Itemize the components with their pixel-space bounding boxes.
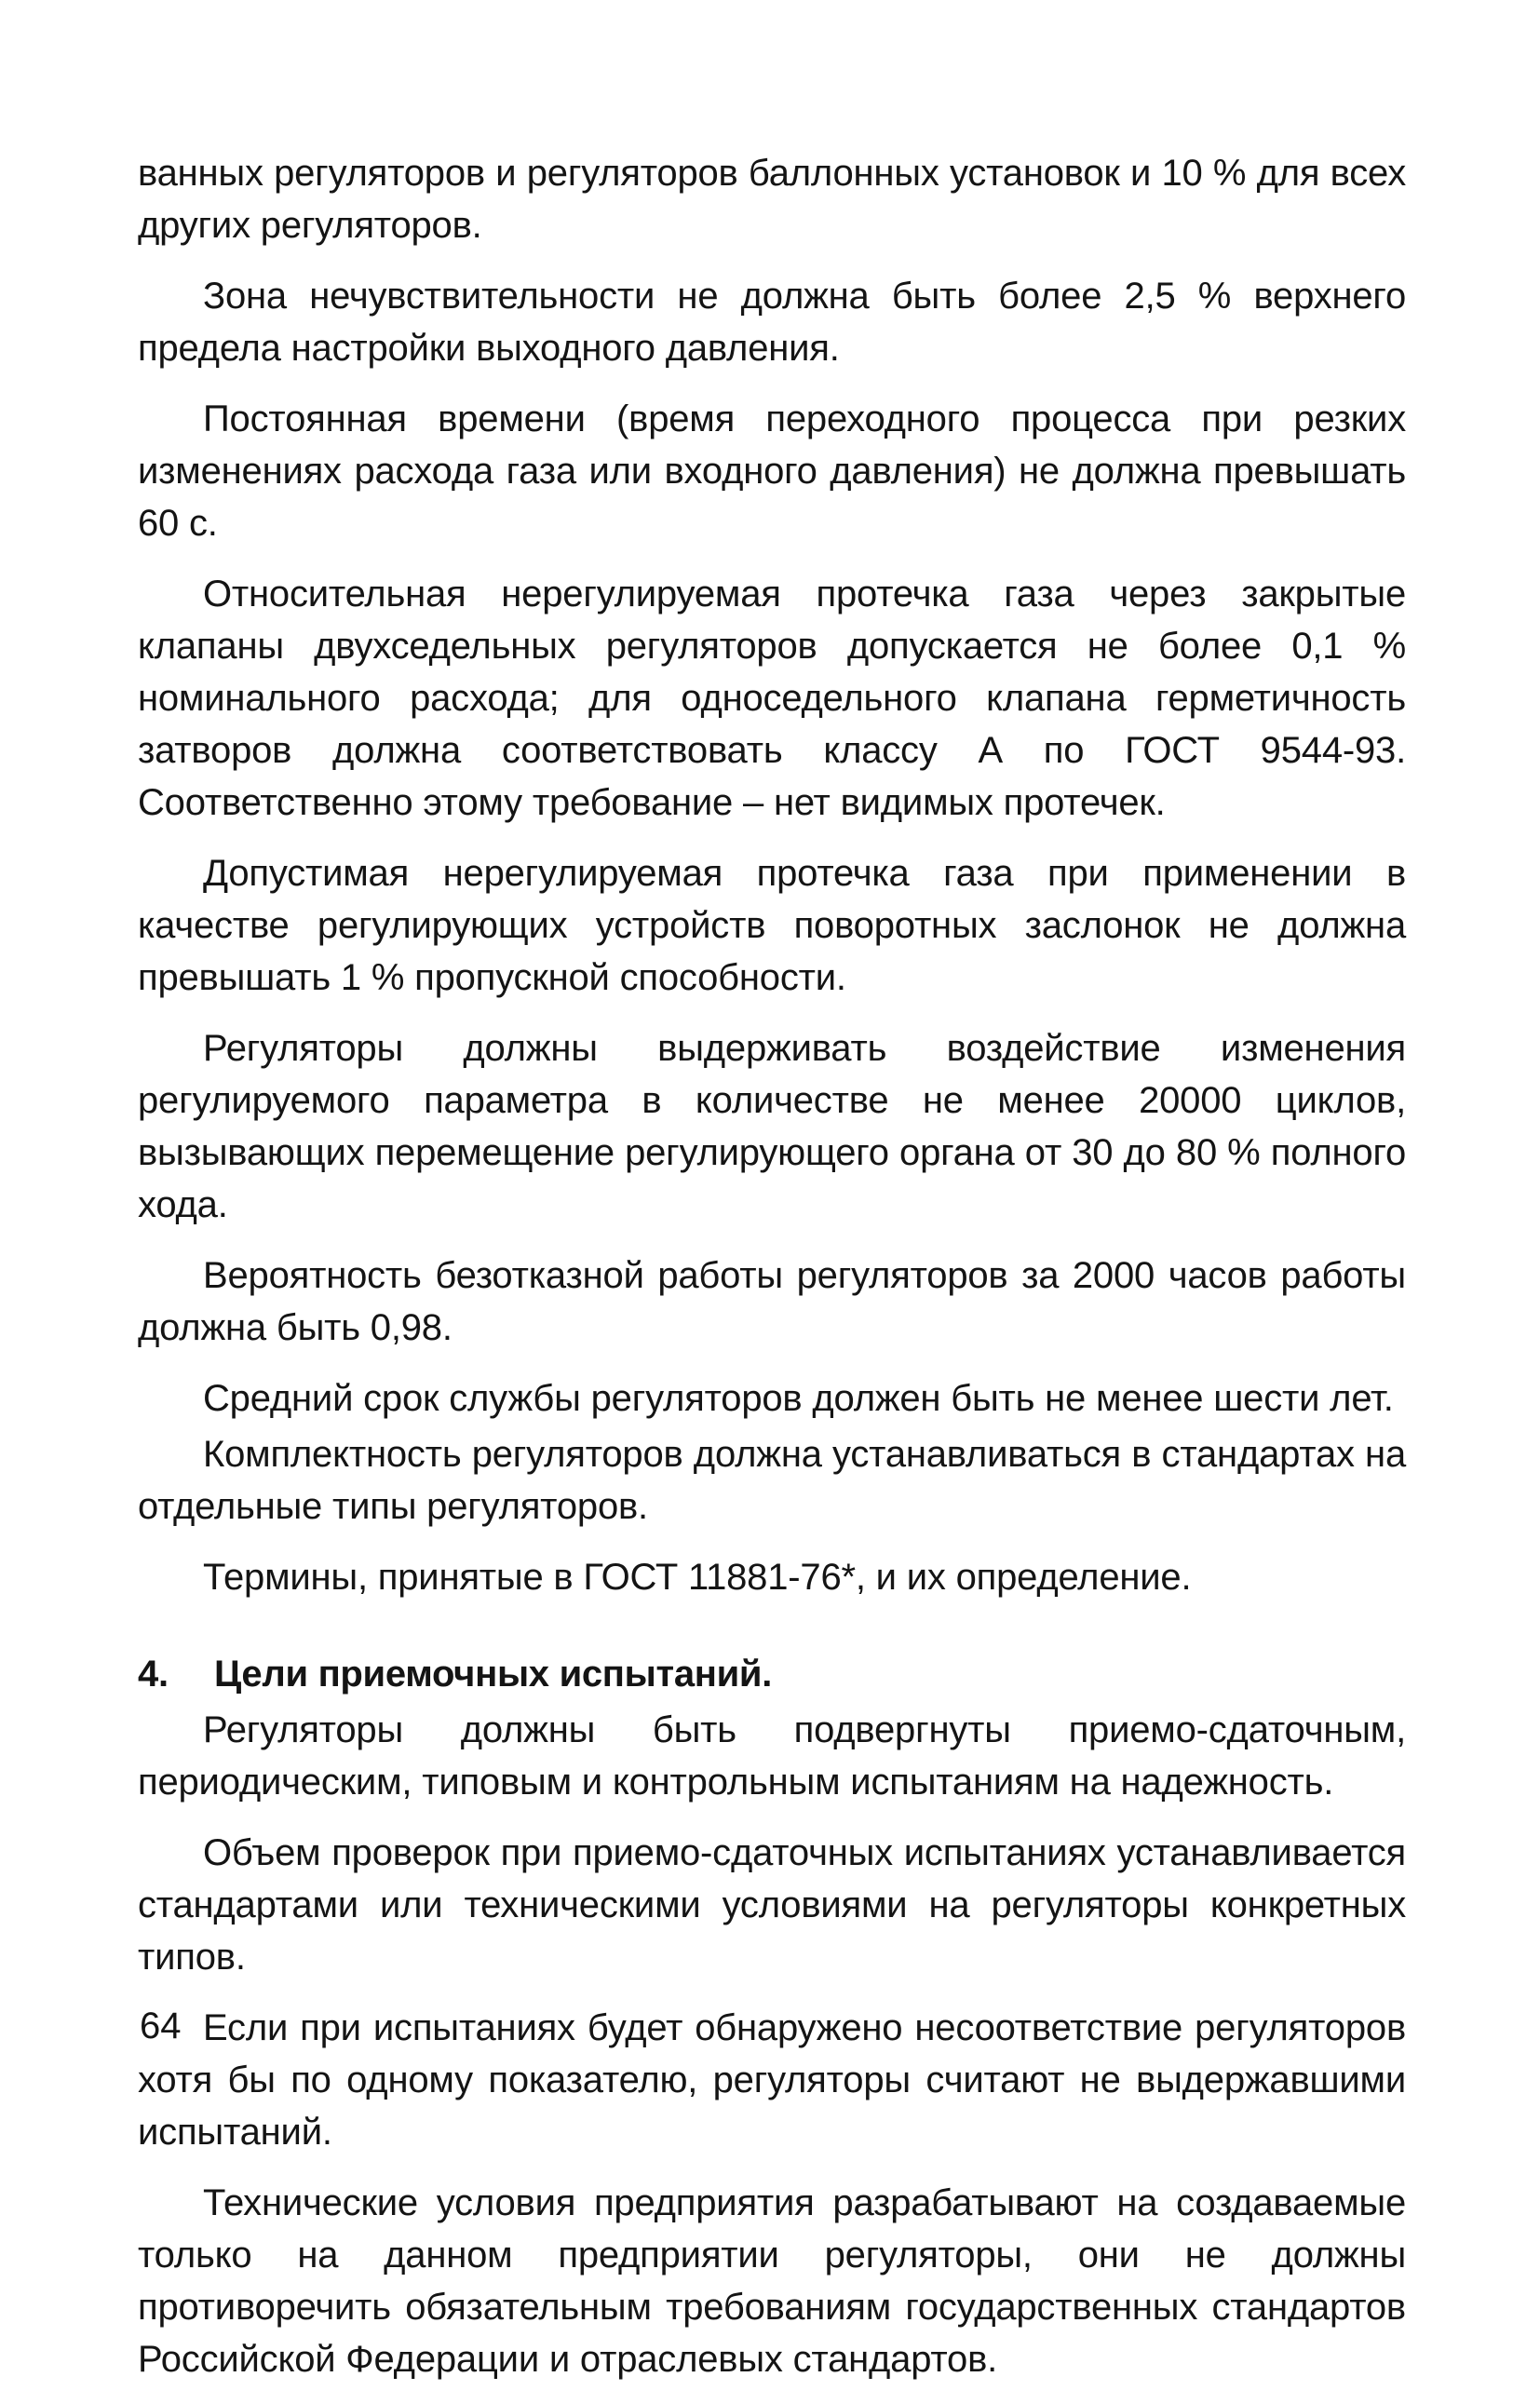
paragraph-nonconformity: Если при испытаниях будет обнаружено несоответствие регуляторов хотя бы по одному показателю, регуляторы считают не выдержавшими испытаний.	[138, 2007, 1406, 2153]
paragraph-cycles: Регуляторы должны выдерживать воздействие изменения регулируемого параметра в количестве не менее 20000 циклов, вызывающих перемещение регулирующего органа от 30 до 80 % полного хода.	[138, 1028, 1406, 1225]
page-number: 64	[140, 2006, 182, 2046]
paragraph-allowed-leakage: Допустимая нерегулируемая протечка газа при применении в качестве регулирующих устройств поворотных заслонок не должна превышать 1 % пропускной способности.	[138, 853, 1406, 998]
section-heading	[138, 1648, 1406, 1700]
paragraph-continuation: ванных регуляторов и регуляторов баллонных установок и 10 % для всех других регуляторов.	[138, 153, 1406, 246]
paragraph-relative-leakage: Относительная нерегулируемая протечка газа через закрытые клапаны двухседельных регуляторов допускается не более 0,1 % номинального расхода; для односедельного клапана герметичность затворов должна соответствовать классу А по ГОСТ 9544-93. Соответственно этому требование – нет видимых протечек.	[138, 574, 1406, 823]
paragraph-time-constant: Постоянная времени (время переходного процесса при резких изменениях расхода газа или входного давления) не должна превышать 60 с.	[138, 398, 1406, 544]
paragraph-completeness: Комплектность регуляторов должна устанавливаться в стандартах на отдельные типы регуляторов.	[138, 1434, 1406, 1527]
paragraph-reliability: Вероятность безотказной работы регуляторов за 2000 часов работы должна быть 0,98.	[138, 1255, 1406, 1348]
page-body	[138, 147, 1406, 2404]
section-title: Цели приемочных испытаний.	[214, 1654, 773, 1695]
section-number: 4.	[138, 1654, 169, 1695]
paragraph-technical-conditions: Технические условия предприятия разрабатывают на создаваемые только на данном предприятии регуляторы, они не должны противоречить обязательным требованиям государственных стандартов Российской Федерации и отраслевых стандартов.	[138, 2182, 1406, 2380]
paragraph-insensitivity-zone: Зона нечувствительности не должна быть более 2,5 % верхнего предела настройки выходного давления.	[138, 276, 1406, 369]
paragraph-service-life: Средний срок службы регуляторов должен быть не менее шести лет.	[203, 1378, 1394, 1419]
paragraph-test-types: Регуляторы должны быть подвергнуты приемо-сдаточным, периодическим, типовым и контрольным испытаниям на надежность.	[138, 1709, 1406, 1803]
paragraph-terms: Термины, принятые в ГОСТ 11881-76*, и их определение.	[203, 1557, 1192, 1598]
paragraph-test-scope: Объем проверок при приемо-сдаточных испытаниях устанавливается стандартами или техническими условиями на регуляторы конкретных типов.	[138, 1832, 1406, 1978]
